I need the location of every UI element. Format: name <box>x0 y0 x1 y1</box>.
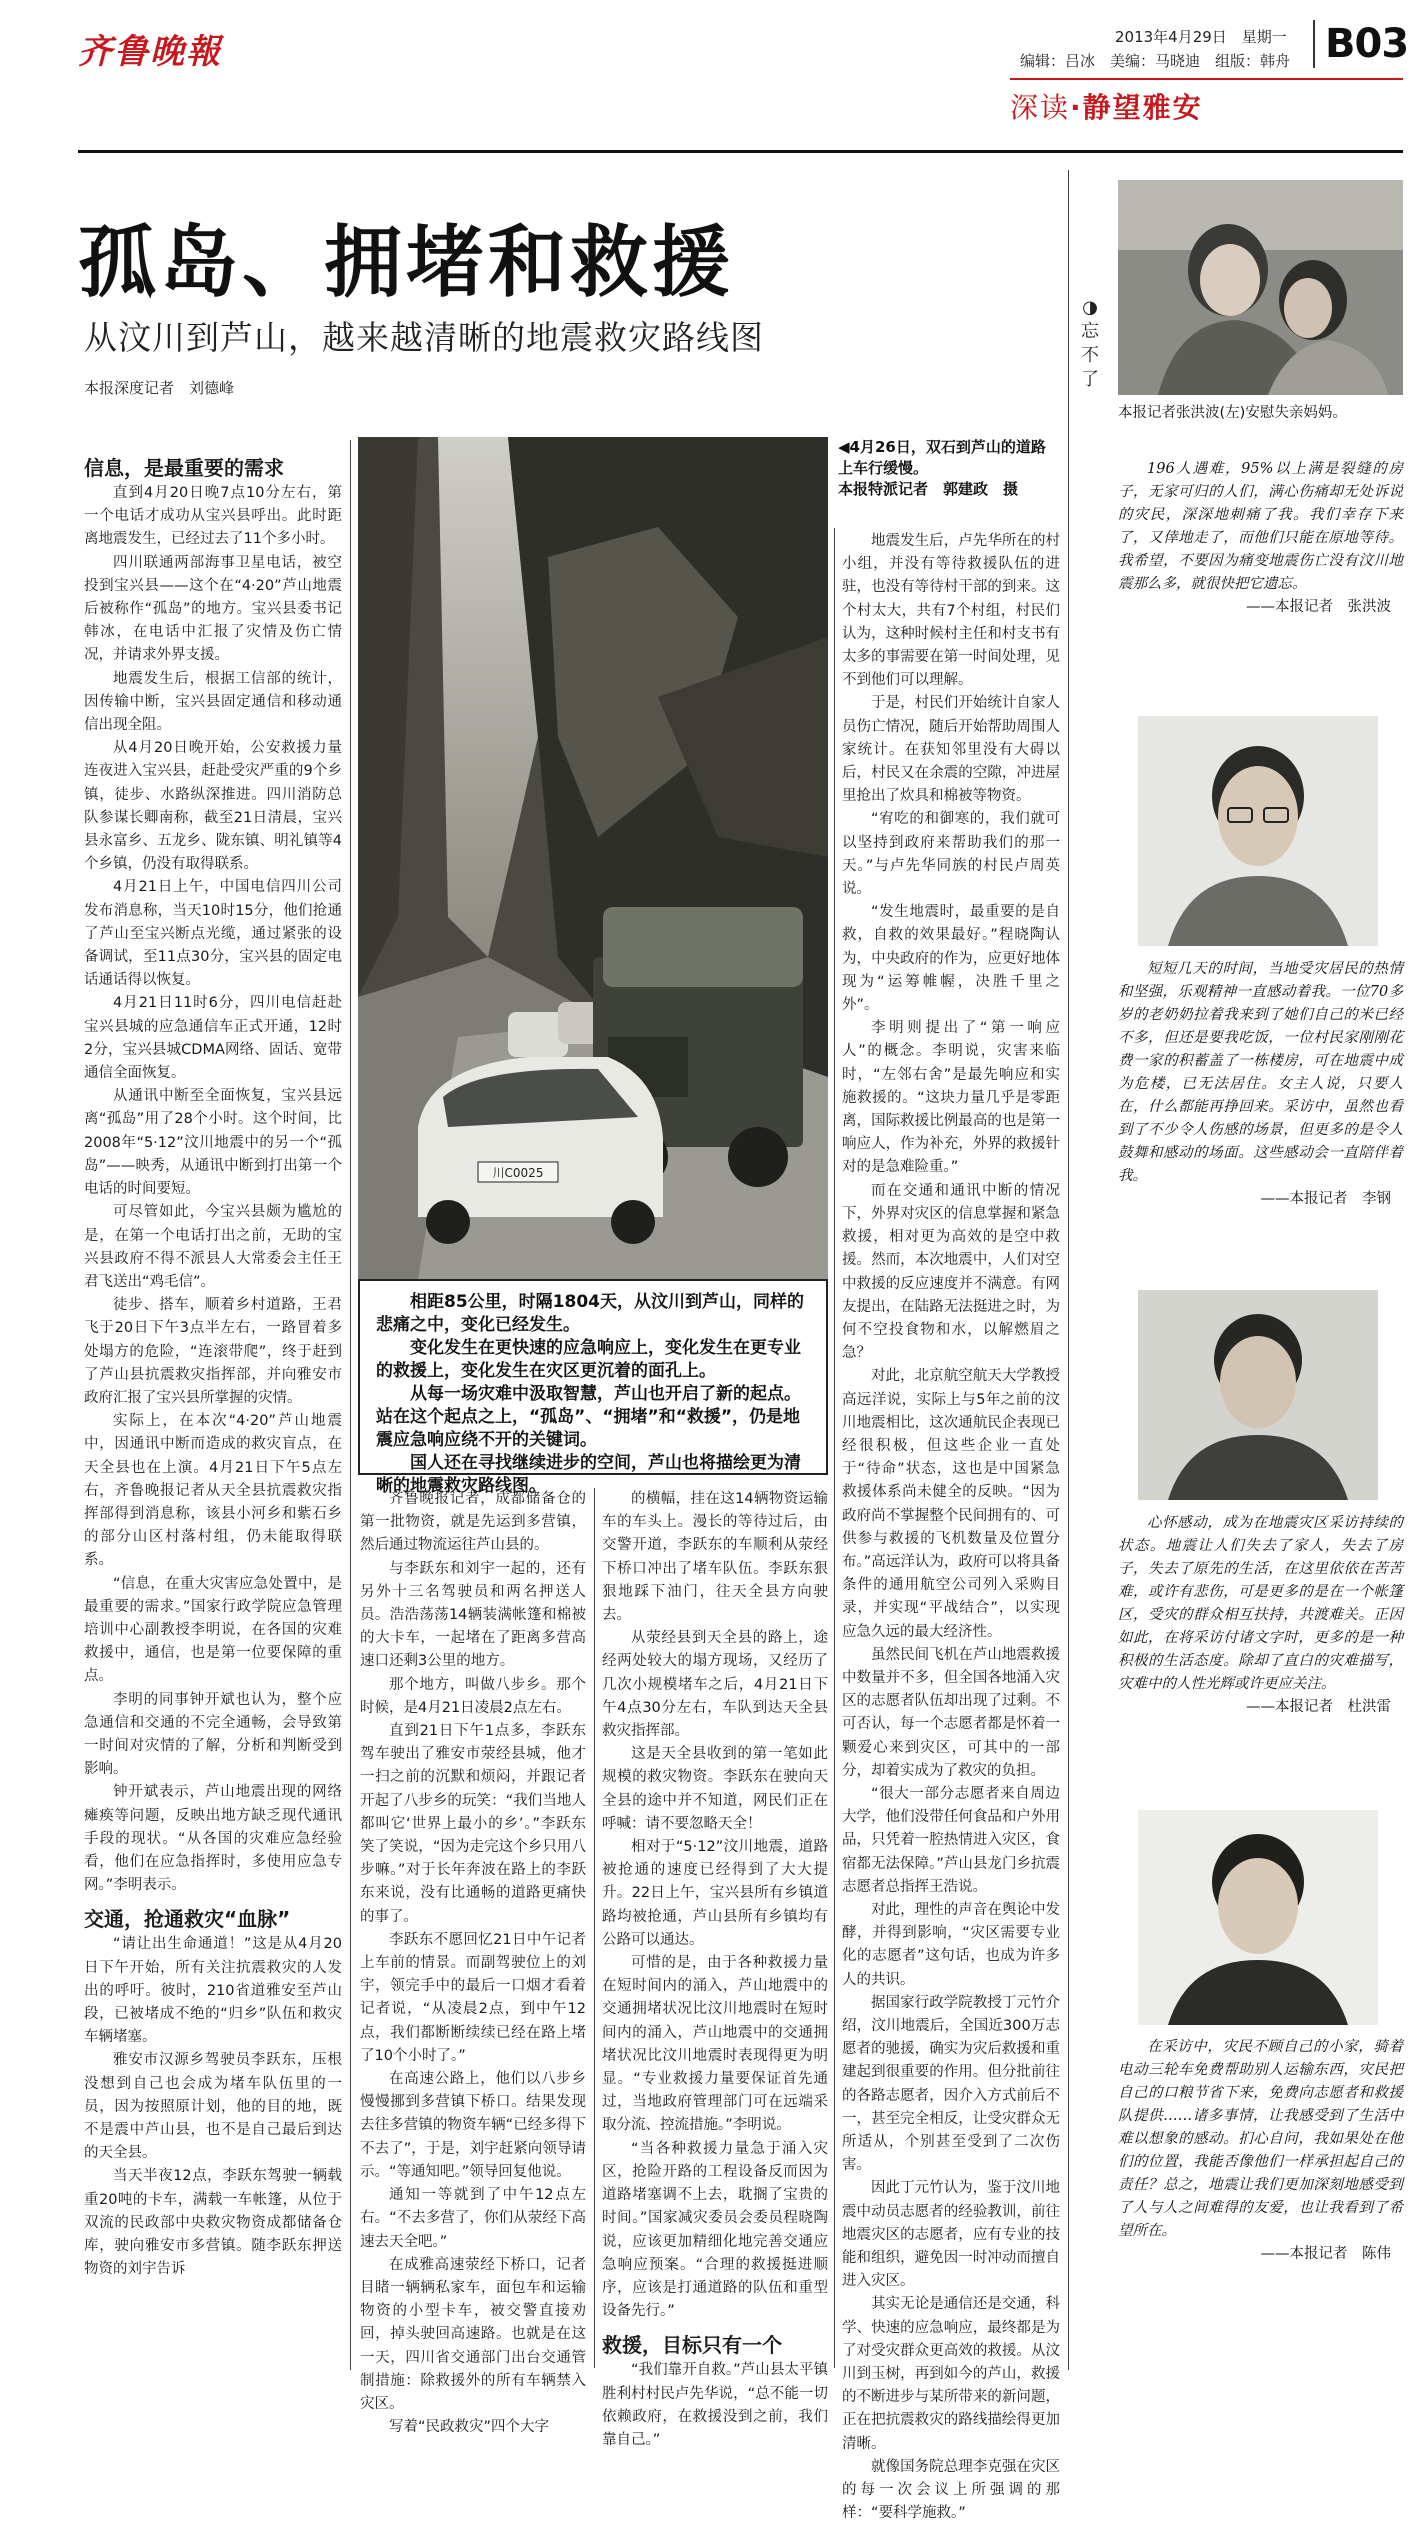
paragraph: 相对于“5·12”汶川地震，道路被抢通的速度已经得到了大大提升。22日上午，宝兴县所有乡镇道路均被抢通，芦山县所有乡镇均有公路可以通达。 <box>602 1839 828 1948</box>
paragraph: 直到4月20日晚7点10分左右，第一个电话才成功从宝兴县呼出。此时距离地震发生，已经过去了11个多小时。 <box>84 485 342 548</box>
reflection-text: 196人遇难，95%以上满是裂缝的房子，无家可归的人们，满心伤痛却无处诉说的灾民，深深地刺痛了我。我们幸存下来了，又倖地走了，而他们只能在原地等待。我希望，不要因为痛变地震伤亡没有汶川地震那么多，就很快把它遗忘。 <box>1118 461 1403 592</box>
paragraph: 当天半夜12点，李跃东驾驶一辆载重20吨的卡车，满载一车帐篷，从位于双流的民政部中央救灾物资成都储备仓库，驶向雅安市多营镇。随李跃东押送物资的刘宇告诉 <box>84 2168 342 2278</box>
section-title <box>1010 86 1203 126</box>
road-traffic-photo <box>358 437 828 1279</box>
photo-caption: ◀4月26日，双石到芦山的道路上车行缓慢。 <box>838 438 1046 477</box>
paragraph: 其实无论是通信还是交通，科学、快速的应急响应，最终都是为了对受灾群众更高效的救援。从汶川到玉树，再到如今的芦山，救援的不断进步与某所带来的新问题，正在把抗震救灾的路线描绘得更加清晰。 <box>842 2296 1060 2452</box>
article-column-4 <box>842 530 1060 2522</box>
headline: 孤岛、拥堵和救援 <box>78 217 735 308</box>
paragraph: 而在交通和通讯中断的情况下，外界对灾区的信息掌握和紧急救援，相对更为高效的是空中救援。然而，本次地震中，人们对空中救援的反应速度并不满意。有网友提出，在陆路无法挺进之时，为何不空投食物和水，以解燃眉之急？ <box>842 1182 1060 1362</box>
reporter-signature: ——本报记者 李钢 <box>1260 1191 1391 1207</box>
paragraph: “信息，在重大灾害应急处置中，是最重要的需求。”国家行政学院应急管理培训中心副教授李明说，在各国的灾难救援中，通信，也是第一位要保障的重点。 <box>84 1575 342 1685</box>
article-column-1 <box>84 446 342 2366</box>
paragraph: 对此，理性的声音在舆论中发酵，并得到影响，“灾区需要专业化的志愿者”这句话，也成为许多人的共识。 <box>842 1901 1060 1988</box>
issue-date: 2013年4月29日 星期一 <box>1115 28 1287 46</box>
paragraph: “当各种救援力量急于涌入灾区，抢险开路的工程设备反而因为道路堵塞调不上去，耽搁了宝贵的时间。”国家减灾委员会委员程晓陶说，应该更加精细化地完善交通应急响应预案。“合理的救援挺进顺序，应该是打通道路的队伍和重型设备先行。” <box>602 2140 828 2320</box>
paragraph: “我们靠开自救。”芦山县太平镇胜利村村民卢先华说，“总不能一切依赖政府，在救援没到之前，我们靠自己。” <box>602 2362 828 2448</box>
subheadline: 从汶川到芦山，越来越清晰的地震救灾路线图 <box>84 318 764 357</box>
reporter-signature: ——本报记者 杜洪雷 <box>1246 1699 1391 1715</box>
paragraph: 与李跃东和刘宇一起的，还有另外十三名驾驶员和两名押送人员。浩浩荡荡14辆装满帐篷和棉被的大卡车，一起堵在了距离多营高速口还剩3公里的地方。 <box>360 1560 586 1670</box>
article-column-3 <box>602 1488 828 2448</box>
editor-credits: 编辑：吕冰 美编：马晓迪 组版：韩舟 <box>1020 52 1291 70</box>
paragraph: 这是天全县收到的第一笔如此规模的救灾物资。李跃东在驶向天全县的途中并不知道，网民们正在呼喊：请不要忽略天全！ <box>602 1746 828 1832</box>
paragraph: 在成雅高速荥经下桥口，记者目睹一辆辆私家车，面包车和运输物资的小型卡车，被交警直接劝回，掉头驶回高速路。也就是在这一天，四川省交通部门出台交通管制措施：除救援外的所有车辆禁入灾区。 <box>360 2256 586 2412</box>
paragraph: 可惜的是，由于各种救援力量在短时间内的涌入，芦山地震中的交通拥堵状况比汶川地震时在短时间内的涌入，芦山地震中的交通拥堵状况比汶川地震时表现得更为明显。“专业救援力量要保证首先通过，当地政府管理部门可在远端采取分流、控流措施。”李明说。 <box>602 1955 828 2134</box>
section-heading-info: 信息，是最重要的需求 <box>84 456 284 480</box>
paragraph: 齐鲁晚报记者，成都储备仓的第一批物资，就是先运到多营镇，然后通过物流运往芦山县的。 <box>360 1491 586 1554</box>
paragraph: 可尽管如此，今宝兴县颇为尴尬的是，在第一个电话打出之前，无助的宝兴县政府不得不派县人大常委会主任王君飞送出“鸡毛信”。 <box>84 1204 342 1290</box>
paragraph: 钟开斌表示，芦山地震出现的网络瘫痪等问题，反映出地方缺乏现代通讯手段的现状。“从各国的灾难应急经验看，他们在应急指挥时，多使用应急专网。”李明表示。 <box>84 1784 342 1894</box>
masthead <box>0 0 1417 150</box>
portrait-illustration <box>1138 716 1378 946</box>
article-column-2 <box>360 1488 586 2436</box>
paragraph: 李明的同事钟开斌也认为，整个应急通信和交通的不完全通畅，会导致第一时间对灾情的了解，分析和判断受到影响。 <box>84 1691 342 1778</box>
reflection-text: 在采访中，灾民不顾自己的小家，骑着电动三轮车免费帮助别人运输东西，灾民把自己的口粮节省下来，免费向志愿者和救援队提供……诸多事情，让我感受到了生活中难以想象的感动。扪心自问，我如果处在他们的位置，我能否像他们一样承担起自己的责任？总之，地震让我们更加深刻地感受到了人与人之间难得的友爱，也让我看到了希望所在。 <box>1118 2039 1403 2239</box>
paragraph: 李明则提出了“第一响应人”的概念。李明说，灾害来临时，“左邻右舍”是最先响应和实施救援的。“这块力量几乎是零距离，国际救援比例最高的也是第一响应人，作为补充，外界的救援针对的是急难险重。” <box>842 1020 1060 1176</box>
section-dot: · <box>1070 91 1083 124</box>
paragraph: “发生地震时，最重要的是自救，自救的效果最好。”程晓陶认为，中央政府的作为，应更好地体现为“运筹帷幄，决胜千里之外”。 <box>842 904 1060 1014</box>
paragraph: 徒步、搭车，顺着乡村道路，王君飞于20日下午3点半左右，一路冒着多处塌方的危险，“连滚带爬”，终于赶到了芦山县抗震救灾指挥部，并向雅安市政府汇报了宝兴县所掌握的灾情。 <box>84 1297 342 1406</box>
section-divider <box>1010 78 1403 80</box>
paragraph: 就像国务院总理李克强在灾区的每一次会议上所强调的那样：“要科学施救。” <box>842 2458 1060 2522</box>
column-rule <box>594 1488 595 2368</box>
photo-credit: 本报特派记者 郭建政 摄 <box>838 480 1019 498</box>
col1-body <box>84 482 342 2281</box>
reflection-li <box>1118 958 1403 1211</box>
column-rule <box>834 528 835 2368</box>
paragraph: 国人还在寻找继续进步的空间，芦山也将描绘更为清晰的地震救灾路线图。 <box>376 1453 801 1496</box>
paragraph: 相距85公里，时隔1804天，从汶川到芦山，同样的悲痛之中，变化已经发生。 <box>376 1292 804 1335</box>
reporter-signature: ——本报记者 张洪波 <box>1246 599 1391 615</box>
reporter-portrait-li <box>1138 716 1378 946</box>
paragraph: 变化发生在更快速的应急响应上，变化发生在更专业的救援上，变化发生在灾区更沉着的面孔上。 <box>376 1338 801 1381</box>
paragraph: 那个地方，叫做八步乡。那个时候，是4月21日凌晨2点左右。 <box>360 1676 586 1716</box>
paragraph: 于是，村民们开始统计自家人员伤亡情况，随后开始帮助周围人家统计。在获知邻里没有大碍以后，村民又在余震的空隙，冲进屋里抢出了炊具和棉被等物资。 <box>842 695 1060 805</box>
sidebar-rule <box>1068 170 1069 2370</box>
paragraph: 4月21日11时6分，四川电信赶赴宝兴县城的应急通信车正式开通，12时2分，宝兴县城CDMA网络、固话、宽带通信全面恢复。 <box>84 995 342 1082</box>
col3-body <box>602 1488 828 2452</box>
reporter-signature: ——本报记者 陈伟 <box>1260 2246 1391 2262</box>
reflection-text: 短短几天的时间，当地受灾居民的热情和坚强，乐观精神一直感动着我。一位70多岁的老奶奶拉着我来到了她们自己的米已经不多，但还是要我吃饭，一位村民家刚刚花费一家的积蓄盖了一栋楼房，可在地震中成为危楼，已无法居住。女主人说，只要人在，什么都能再挣回来。采访中，虽然也看到了不少令人伤感的场景，但更多的是令人鼓舞和感动的场面。这些感动会一直陪伴着我。 <box>1118 961 1403 1184</box>
paragraph: 从荥经县到天全县的路上，途经两处较大的塌方现场，又经历了几次小规模堵车之后，4月21日下午4点30分左右，车队到达天全县救灾指挥部。 <box>602 1630 828 1740</box>
paragraph: 写着“民政救灾”四个大字 <box>389 2419 550 2436</box>
reporter-photo-caption: 本报记者张洪波(左)安慰失亲妈妈。 <box>1118 405 1347 421</box>
col4-body <box>842 530 1060 2525</box>
reflection-du <box>1118 1512 1403 1719</box>
license-plate: 川C0025 <box>492 1166 544 1180</box>
paragraph: 雅安市汉源乡驾驶员李跃东，压根没想到自己也会成为堵车队伍里的一员，因为按照原计划，他的目的地，既不是震中芦山县，也不是自己最后到达的天全县。 <box>84 2052 342 2162</box>
reflection-chen <box>1118 2036 1403 2266</box>
section-name: 静望雅安 <box>1082 91 1203 124</box>
reporter-portrait-du <box>1138 1290 1378 1500</box>
paragraph: 直到21日下午1点多，李跃东驾车驶出了雅安市荥经县城，他才一扫之前的沉默和烦闷，并跟记者开起了八步乡的玩笑：“我们当地人都叫它‘世界上最小的乡’。”李跃东笑了笑说，“因为走完这个乡只用八步嘛。”对于长年奔波在路上的李跃东来说，没有比通畅的道路更痛快的事了。 <box>360 1723 586 1925</box>
portrait-illustration <box>1138 1810 1378 2025</box>
section-heading: 救援，目标只有一个 <box>602 2333 782 2358</box>
portrait-illustration <box>1138 1290 1378 1500</box>
section-deep: 深读 <box>1010 91 1071 124</box>
paragraph: 因此丁元竹认为，鉴于汶川地震中动员志愿者的经验教训，前往地震灾区的志愿者，应有专业的技能和组织，避免因一时冲动而擅自进入灾区。 <box>842 2180 1060 2290</box>
paragraph: 对此，北京航空航天大学教授高远洋说，实际上与5年之前的汶川地震相比，这次通航民企表现已经很积极，但这些企业一直处于“待命”状态，这也是中国紧急救援体系尚未健全的反映。“因为政府尚不掌握整个民间拥有的、可供参与救援的飞机数量及位置分布。”高远洋认为，政府可以将具备条件的通用航空公司列入采购目录，并实现“平战结合”，以实现应急久远的最大经济性。 <box>842 1368 1060 1640</box>
paragraph: 地震发生后，卢先华所在的村小组，并没有等待救援队伍的进驻，也没有等待村干部的到来。这个村太大，共有7个村组，村民们认为，这种时候村主任和村支书有太多的事需要在第一时间处理，见不到他们可以理解。 <box>842 533 1060 689</box>
paragraph: 虽然民间飞机在芦山地震救援中数量并不多，但全国各地涌入灾区的志愿者队伍却出现了过剩。不可否认，每一个志愿者都是怀着一颗爱心来到灾区，可其中的一部分，却着实成为了救灾的负担。 <box>842 1646 1060 1779</box>
paragraph: 通知一等就到了中午12点左右。“不去多营了，你们从荥经下高速去天全吧。” <box>360 2187 586 2250</box>
paragraph: “宥吃的和御寒的，我们就可以坚持到政府来帮助我们的那一天。”与卢先华同族的村民卢周英说。 <box>842 811 1060 898</box>
reporter-photo-zhang <box>1118 180 1403 395</box>
paragraph: 的横幅，挂在这14辆物资运输车的车头上。漫长的等待过后，由交警开道，李跃东的车顺利从荥经下桥口冲出了堵车队伍。李跃东狠狠地踩下油门，往天全县方向驶去。 <box>602 1491 828 1624</box>
page-number: B03 <box>1313 20 1408 68</box>
newspaper-logo: 齐鲁晚報 <box>78 32 222 72</box>
paragraph: 从通讯中断至全面恢复，宝兴县远离“孤岛”用了28个小时。这个时间，比2008年“5·12”汶川地震中的另一个“孤岛”——映秀，从通讯中断到打出第一个电话的时间要短。 <box>84 1088 342 1198</box>
paragraph: 地震发生后，根据工信部的统计，因传输中断，宝兴县固定通信和移动通信出现全阻。 <box>84 670 342 734</box>
column-rule <box>350 440 351 2370</box>
section-heading: 交通，抢通救灾“血脉” <box>84 1907 291 1932</box>
paragraph: 据国家行政学院教授丁元竹介绍，汶川地震后，全国近300万志愿者的驰援，确实为灾后救援和重建起到很重要的作用。但分批前往的各路志愿者，因介入方式前后不一，甚至完全相反，让受灾群众无所适从，个别甚至受到了二次伤害。 <box>842 1994 1060 2174</box>
header-rule <box>78 150 1403 153</box>
paragraph: 4月21日上午，中国电信四川公司发布消息称，当天10时15分，他们抢通了芦山至宝兴断点光缆，通过紧张的设备调试，至11点30分，宝兴县的固定电话通话得以恢复。 <box>84 879 342 989</box>
paragraph: 四川联通两部海事卫星电话，被空投到宝兴县——这个在“4·20”芦山地震后被称作“孤岛”的地方。宝兴县委书记韩冰，在电话中汇报了灾情及伤亡情况，并请求外界支援。 <box>84 554 342 664</box>
reflection-text: 心怀感动，成为在地震灾区采访持续的状态。地震让人们失去了家人，失去了房子，失去了原先的生活，在这里依依在苦苦难，或许有悲伤，可是更多的是在一个帐篷区，受灾的群众相互扶持，共渡难关。正因如此，在将采访付诸文字时，更多的是一种积极的生活态度。除却了直白的灾难描写，灾难中的人性光辉或许更应关注。 <box>1118 1515 1403 1692</box>
byline: 本报深度记者 刘德峰 <box>84 379 235 397</box>
sidebar-label: ◑忘不了 <box>1081 297 1099 390</box>
reporter-portrait-chen <box>1138 1810 1378 2025</box>
col2-body <box>360 1488 586 2439</box>
paragraph: 从每一场灾难中汲取智慧，芦山也开启了新的起点。站在这个起点之上，“孤岛”、“拥堵”和“救援”，仍是地震应急响应绕不开的关键词。 <box>376 1384 801 1450</box>
paragraph: “请让出生命通道！”这是从4月20日下午开始，所有关注抗震救灾的人发出的呼吁。彼时，210省道雅安至芦山段，已被堵成不绝的“归乡”队伍和救灾车辆堵塞。 <box>84 1936 342 2046</box>
paragraph: 李跃东不愿回忆21日中午记者上车前的情景。而副驾驶位上的刘宇，领完手中的最后一口烟才看着记者说，“从凌晨2点，到中午12点，我们都断断续续已经在路上堵了10个小时了。” <box>360 1931 586 2064</box>
paragraph: 从4月20日晚开始，公安救援力量连夜进入宝兴县，赶赴受灾严重的9个乡镇，徒步、水路纵深推进。四川消防总队参谋长卿南称，截至21日清晨，宝兴县永富乡、五龙乡、陇东镇、明礼镇等4个乡镇，仍没有取得联系。 <box>84 740 342 873</box>
reporter-photo-illustration <box>1118 180 1403 395</box>
photo-illustration <box>358 437 828 1279</box>
paragraph: “很大一部分志愿者来自周边大学，他们没带任何食品和户外用品，只凭着一腔热情进入灾区，食宿都无法保障。”芦山县龙门乡抗震志愿者总指挥王浩说。 <box>842 1785 1060 1895</box>
paragraph: 实际上，在本次“4·20”芦山地震中，因通讯中断而造成的救灾盲点，在天全县也在上演。4月21日下午5点左右，齐鲁晚报记者从天全县抗震救灾指挥部得到消息称，该县小河乡和紫石乡的部分山区村落村组，仍未能取得联系。 <box>84 1413 342 1569</box>
paragraph: 在高速公路上，他们以八步乡慢慢挪到多营镇下桥口。结果发现去往多营镇的物资车辆“已经多得下不去了”，于是，刘宇赶紧向领导请示。“等通知吧。”领导回复他说。 <box>360 2071 586 2180</box>
reflection-zhang <box>1118 458 1403 619</box>
summary-box <box>358 1279 828 1496</box>
